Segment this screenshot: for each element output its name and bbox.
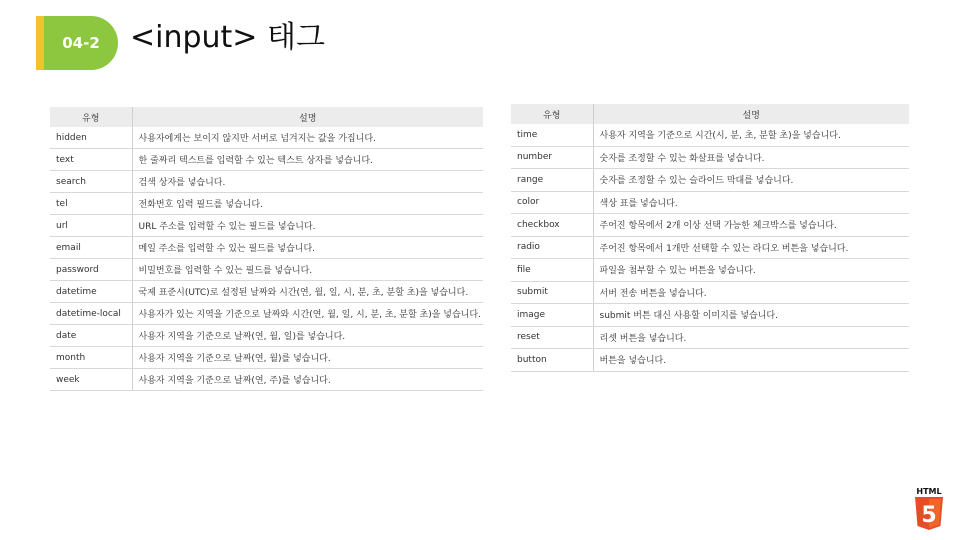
table-row — [511, 304, 909, 327]
description-cell: 파일을 첨부할 수 있는 버튼을 넣습니다. — [593, 259, 909, 282]
description-cell: 전화번호 입력 필드를 넣습니다. — [132, 193, 483, 215]
table-row — [50, 369, 483, 391]
input-type-cell: hidden — [50, 127, 132, 149]
description-cell: 버튼을 넣습니다. — [593, 349, 909, 372]
input-type-cell: password — [50, 259, 132, 281]
input-type-cell: file — [511, 259, 593, 282]
table-row — [511, 326, 909, 349]
table-row — [50, 149, 483, 171]
description-cell: 한 줄짜리 텍스트를 입력할 수 있는 텍스트 상자를 넣습니다. — [132, 149, 483, 171]
html5-logo-icon — [912, 486, 946, 532]
description-cell: 숫자를 조정할 수 있는 슬라이드 막대를 넣습니다. — [593, 169, 909, 192]
table-row — [50, 127, 483, 149]
input-type-cell: tel — [50, 193, 132, 215]
input-type-cell: url — [50, 215, 132, 237]
table-row — [50, 259, 483, 281]
table-row — [50, 171, 483, 193]
input-type-cell: text — [50, 149, 132, 171]
column-header-description: 설명 — [593, 104, 909, 124]
table-row — [511, 259, 909, 282]
input-type-cell: submit — [511, 281, 593, 304]
page-title: <input> 태그 — [130, 20, 325, 55]
input-type-cell: radio — [511, 236, 593, 259]
table-row — [50, 281, 483, 303]
description-cell: 주어진 항목에서 2개 이상 선택 가능한 체크박스를 넣습니다. — [593, 214, 909, 237]
table-row — [511, 349, 909, 372]
input-type-cell: number — [511, 146, 593, 169]
input-type-cell: datetime-local — [50, 303, 132, 325]
column-header-type: 유형 — [511, 104, 593, 124]
input-types-table-left — [50, 107, 483, 391]
input-type-cell: range — [511, 169, 593, 192]
input-type-cell: reset — [511, 326, 593, 349]
input-type-cell: button — [511, 349, 593, 372]
description-cell: 검색 상자를 넣습니다. — [132, 171, 483, 193]
table-row — [511, 191, 909, 214]
description-cell: 사용자에게는 보이지 않지만 서버로 넘겨지는 값을 가집니다. — [132, 127, 483, 149]
input-type-cell: image — [511, 304, 593, 327]
table-row — [50, 237, 483, 259]
table-row — [50, 193, 483, 215]
table-row — [50, 325, 483, 347]
description-cell: submit 버튼 대신 사용할 이미지를 넣습니다. — [593, 304, 909, 327]
table-row — [511, 281, 909, 304]
table-row — [511, 124, 909, 146]
logo-text: HTML — [916, 487, 942, 496]
description-cell: 리셋 버튼을 넣습니다. — [593, 326, 909, 349]
column-header-description: 설명 — [132, 107, 483, 127]
description-cell: 사용자 지역을 기준으로 날짜(연, 월)를 넣습니다. — [132, 347, 483, 369]
section-number: 04-2 — [44, 16, 118, 70]
input-types-table-right — [511, 104, 909, 372]
input-type-cell: date — [50, 325, 132, 347]
table-header-row — [511, 104, 909, 124]
description-cell: 서버 전송 버튼을 넣습니다. — [593, 281, 909, 304]
input-type-cell: search — [50, 171, 132, 193]
logo-numeral: 5 — [921, 503, 937, 528]
description-cell: URL 주소를 입력할 수 있는 필드를 넣습니다. — [132, 215, 483, 237]
input-type-cell: email — [50, 237, 132, 259]
input-type-cell: color — [511, 191, 593, 214]
description-cell: 비밀번호를 입력할 수 있는 필드를 넣습니다. — [132, 259, 483, 281]
description-cell: 사용자가 있는 지역을 기준으로 날짜와 시간(연, 월, 일, 시, 분, 초, 분할 초)을 넣습니다. — [132, 303, 483, 325]
input-type-cell: datetime — [50, 281, 132, 303]
table-row — [511, 146, 909, 169]
input-type-cell: time — [511, 124, 593, 146]
description-cell: 사용자 지역을 기준으로 날짜(연, 주)를 넣습니다. — [132, 369, 483, 391]
table-row — [511, 236, 909, 259]
table-row — [50, 347, 483, 369]
input-type-cell: week — [50, 369, 132, 391]
table-header-row — [50, 107, 483, 127]
description-cell: 사용자 지역을 기준으로 날짜(연, 월, 일)를 넣습니다. — [132, 325, 483, 347]
table-row — [50, 215, 483, 237]
description-cell: 숫자를 조정할 수 있는 화살표를 넣습니다. — [593, 146, 909, 169]
description-cell: 메일 주소를 입력할 수 있는 필드를 넣습니다. — [132, 237, 483, 259]
description-cell: 주어진 항목에서 1개만 선택할 수 있는 라디오 버튼을 넣습니다. — [593, 236, 909, 259]
table-row — [511, 169, 909, 192]
table-row — [50, 303, 483, 325]
column-header-type: 유형 — [50, 107, 132, 127]
input-type-cell: checkbox — [511, 214, 593, 237]
description-cell: 색상 표를 넣습니다. — [593, 191, 909, 214]
description-cell: 사용자 지역을 기준으로 시간(시, 분, 초, 분할 초)을 넣습니다. — [593, 124, 909, 146]
input-type-cell: month — [50, 347, 132, 369]
table-row — [511, 214, 909, 237]
description-cell: 국제 표준시(UTC)로 설정된 날짜와 시간(연, 월, 일, 시, 분, 초, 분할 초)을 넣습니다. — [132, 281, 483, 303]
